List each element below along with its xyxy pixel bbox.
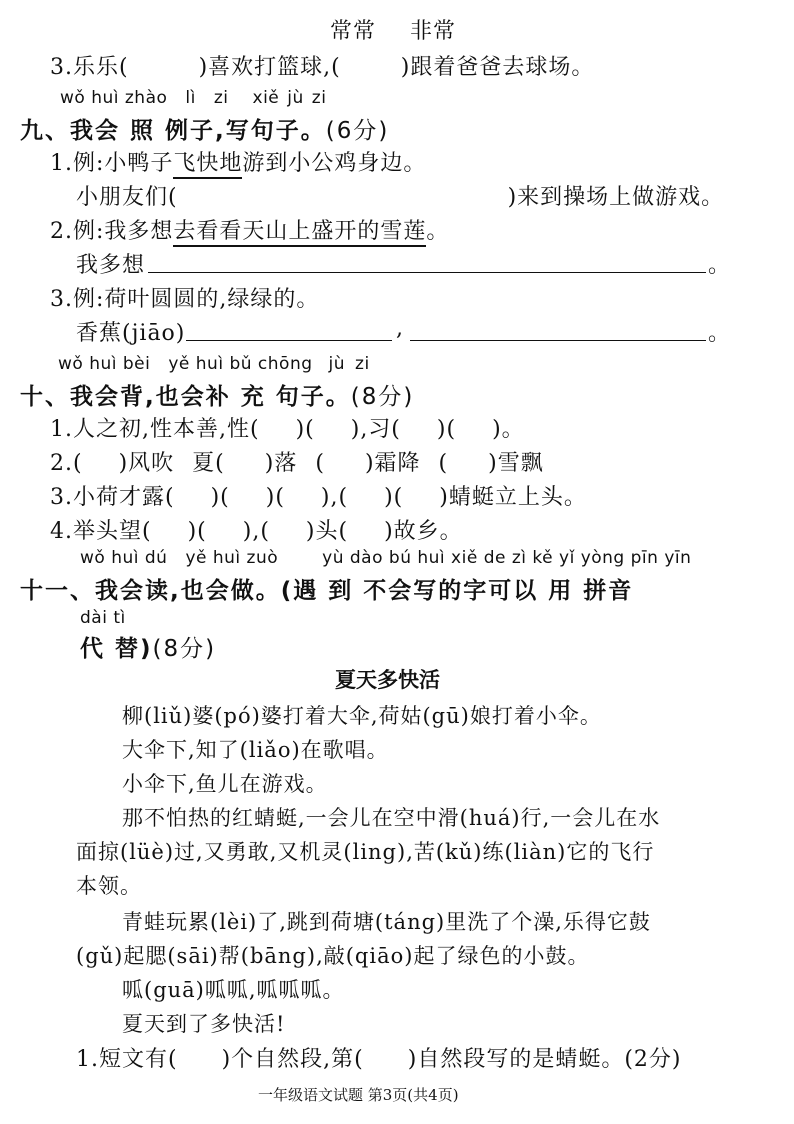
story-p2: 大伞下,知了(liǎo)在歌唱。 [122, 738, 389, 762]
word-feichang: 非常 [410, 19, 457, 44]
story-p4-line1: 那不怕热的红蜻蜓,一会儿在空中滑(huá)行,一会儿在水 [122, 806, 661, 830]
sec9-title: 九、我会 照 例子,写句子。(6分) [20, 118, 390, 144]
sec9-answer-3-end: 。 [708, 321, 732, 346]
sec9-example-1: 1.例:小鸭子飞快地游到小公鸡身边。 [50, 146, 426, 177]
top-item-3: 3.乐乐( )喜欢打篮球,( )跟着爸爸去球场。 [50, 55, 595, 80]
sec9-example-2: 2.例:我多想去看看天山上盛开的雪莲。 [50, 214, 449, 245]
sec9-answer-2-label: 我多想 [76, 253, 146, 278]
sec10-title: 十、我会背,也会补 充 句子。(8分) [20, 384, 415, 410]
page-footer: 一年级语文试题 第3页(共4页) [258, 1086, 459, 1104]
sec9-answer-3-line-a[interactable] [186, 340, 392, 341]
story-p6: 呱(guā)呱呱,呱呱呱。 [122, 978, 345, 1002]
sec10-q4: 4.举头望( )( ),( )头( )故乡。 [50, 519, 463, 544]
story-p5-line2: (gǔ)起腮(sāi)帮(bāng),敲(qiāo)起了绿色的小鼓。 [76, 944, 590, 968]
sec9-answer-2-end: 。 [708, 253, 732, 278]
story-p4-line3: 本领。 [76, 874, 142, 898]
sec9-answer-2-line[interactable] [148, 272, 706, 273]
story-title: 夏天多快活 [335, 668, 440, 692]
sec9-answer-1: 小朋友们( )来到操场上做游戏。 [76, 185, 725, 210]
sec10-q1: 1.人之初,性本善,性( )( ),习( )( )。 [50, 417, 525, 442]
sec11-title: 十一、我会读,也会做。(遇 到 不会写的字可以 用 拼音 [20, 578, 634, 604]
story-p4-line2: 面掠(lüè)过,又勇敢,又机灵(ling),苦(kǔ)练(liàn)它的飞行 [76, 840, 655, 864]
sec10-q3: 3.小荷才露( )( )( ),( )( )蜻蜓立上头。 [50, 485, 587, 510]
sec9-answer-3-label: 香蕉(jiāo) [76, 321, 186, 346]
sec9-answer-3-line-b[interactable] [410, 340, 706, 341]
story-question-1: 1.短文有( )个自然段,第( )自然段写的是蜻蜓。(2分) [76, 1047, 682, 1072]
story-p5-line1: 青蛙玩累(lèi)了,跳到荷塘(táng)里洗了个澡,乐得它鼓 [122, 910, 651, 934]
sec9-example-3: 3.例:荷叶圆圆的,绿绿的。 [50, 287, 320, 312]
sec11-title-2: 代 替)(8分) [80, 636, 217, 662]
sec11-pinyin: wǒ huì dú yě huì zuò yù dào bú huì xiě de zì kě yǐ yòng pīn yīn [80, 548, 692, 568]
story-p7: 夏天到了多快活! [122, 1012, 286, 1036]
sec11-pinyin-2: dài tì [80, 608, 126, 628]
word-changchang: 常常 [330, 19, 377, 44]
sec9-pinyin: wǒ huì zhào lì zi xiě jù zi [60, 88, 327, 108]
story-p1: 柳(liǔ)婆(pó)婆打着大伞,荷姑(gū)娘打着小伞。 [122, 704, 602, 728]
sec10-q2: 2.( )风吹 夏( )落 ( )霜降 ( )雪飘 [50, 451, 544, 476]
story-p3: 小伞下,鱼儿在游戏。 [122, 772, 328, 796]
sec9-answer-3-comma: , [396, 316, 404, 341]
sec10-pinyin: wǒ huì bèi yě huì bǔ chōng jù zi [58, 354, 370, 374]
